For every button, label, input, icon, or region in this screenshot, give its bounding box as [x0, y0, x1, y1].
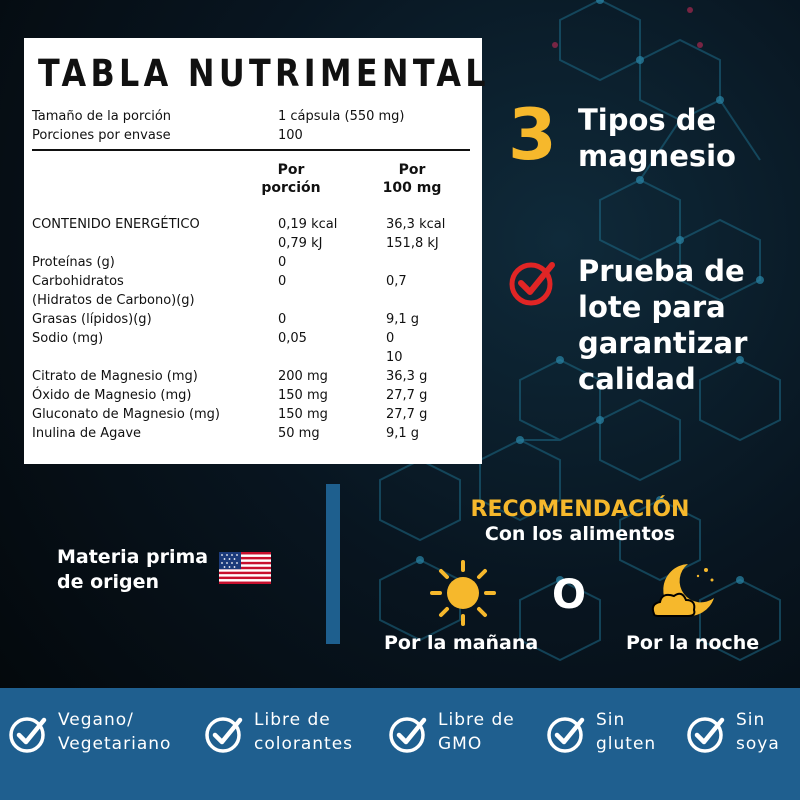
check-circle-icon [388, 714, 428, 754]
recommendation-title: RECOMENDACIÓN [470, 497, 690, 522]
per-100-value: 36,3 kcal [386, 217, 446, 232]
badge-line-1: Sin [596, 710, 626, 730]
badge-line-2: soya [736, 734, 780, 754]
per-serving-value: 200 mg [278, 369, 328, 384]
check-circle-icon [8, 714, 48, 754]
nutrient-name: Sodio (mg) [32, 331, 104, 346]
table-row [32, 329, 470, 348]
badge-line-1: Sin [736, 710, 766, 730]
types-line-1: Tipos de [578, 103, 717, 137]
batch-line-4: calidad [578, 362, 696, 396]
nutrition-table [24, 38, 490, 464]
table-row [32, 405, 470, 424]
nutrient-name: Grasas (lípidos)(g) [32, 312, 152, 327]
table-row [32, 348, 470, 367]
per-serving-value: 0 [278, 255, 287, 270]
usa-flag-icon [219, 552, 271, 584]
servings-label: Porciones por envase [32, 128, 171, 143]
magnesium-types-count: 3 [508, 94, 557, 176]
badge-line-2: Vegetariano [58, 734, 172, 754]
batch-line-2: lote para [578, 290, 726, 324]
badge-line-1: Libre de [438, 710, 515, 730]
table-row [32, 367, 470, 386]
table-row [32, 215, 470, 234]
nutrition-rows [32, 215, 470, 443]
badge-line-2: GMO [438, 734, 483, 754]
features-band [0, 688, 800, 800]
check-circle-icon [686, 714, 726, 754]
serving-size-label: Tamaño de la porción [32, 109, 172, 124]
red-check-icon [508, 257, 558, 307]
recommendation-subtitle: Con los alimentos [484, 523, 676, 545]
badge-line-2: gluten [596, 734, 657, 754]
per-100-value: 9,1 g [386, 312, 420, 327]
nutrition-title: TABLA NUTRIMENTAL [38, 52, 490, 95]
batch-test-text [578, 253, 747, 397]
per-100-value: 27,7 g [386, 388, 428, 403]
per-100-value: 0 [386, 331, 395, 346]
table-row [32, 272, 470, 291]
morning-label: Por la mañana [384, 632, 539, 654]
per-serving-value: 0 [278, 274, 287, 289]
per-serving-value: 0,05 [278, 331, 307, 346]
check-circle-icon [546, 714, 586, 754]
servings-per-container-row [32, 126, 470, 145]
servings-value: 100 [278, 128, 303, 143]
per-100-value: 151,8 kJ [386, 236, 439, 251]
per-serving-value: 0,79 kJ [278, 236, 323, 251]
column-headers [32, 155, 470, 215]
nutrient-name: Óxido de Magnesio (mg) [32, 388, 192, 403]
table-row [32, 386, 470, 405]
table-row [32, 310, 470, 329]
vertical-divider [326, 484, 340, 644]
types-line-2: magnesio [578, 139, 736, 173]
nutrient-name: CONTENIDO ENERGÉTICO [32, 217, 200, 232]
table-row [32, 424, 470, 443]
per-serving-header: Por porción [261, 162, 321, 196]
nutrient-name: Citrato de Magnesio (mg) [32, 369, 198, 384]
batch-line-1: Prueba de [578, 254, 745, 288]
per-100-value: 9,1 g [386, 426, 420, 441]
moon-cloud-icon [648, 560, 718, 624]
per-serving-value: 150 mg [278, 388, 328, 403]
magnesium-types-text [578, 102, 736, 174]
badge-line-1: Libre de [254, 710, 331, 730]
check-circle-icon [204, 714, 244, 754]
per-100-value: 0,7 [386, 274, 407, 289]
table-row [32, 234, 470, 253]
nutrient-name: Gluconato de Magnesio (mg) [32, 407, 220, 422]
per-100-value: 27,7 g [386, 407, 428, 422]
serving-size-row [32, 107, 470, 126]
night-label: Por la noche [626, 632, 760, 654]
per-serving-value: 50 mg [278, 426, 320, 441]
origin-text [57, 545, 208, 595]
nutrient-name: (Hidratos de Carbono)(g) [32, 293, 195, 308]
or-separator: O [552, 572, 587, 618]
table-row [32, 291, 470, 310]
origin-line-1: Materia prima [57, 546, 209, 568]
per-serving-value: 0 [278, 312, 287, 327]
per-100mg-header: Por 100 mg [382, 162, 442, 196]
per-100-value: 10 [386, 350, 403, 365]
serving-size-value: 1 cápsula (550 mg) [278, 109, 405, 124]
table-divider [32, 149, 470, 151]
nutrient-name: Inulina de Agave [32, 426, 142, 441]
badge-line-2: colorantes [254, 734, 354, 754]
nutrient-name: Proteínas (g) [32, 255, 115, 270]
origin-line-2: de origen [57, 571, 160, 593]
batch-line-3: garantizar [578, 326, 748, 360]
per-serving-value: 150 mg [278, 407, 328, 422]
per-100-value: 36,3 g [386, 369, 428, 384]
table-row [32, 253, 470, 272]
per-serving-value: 0,19 kcal [278, 217, 338, 232]
badge-line-1: Vegano/ [58, 710, 134, 730]
nutrient-name: Carbohidratos [32, 274, 124, 289]
sun-icon [430, 560, 496, 626]
